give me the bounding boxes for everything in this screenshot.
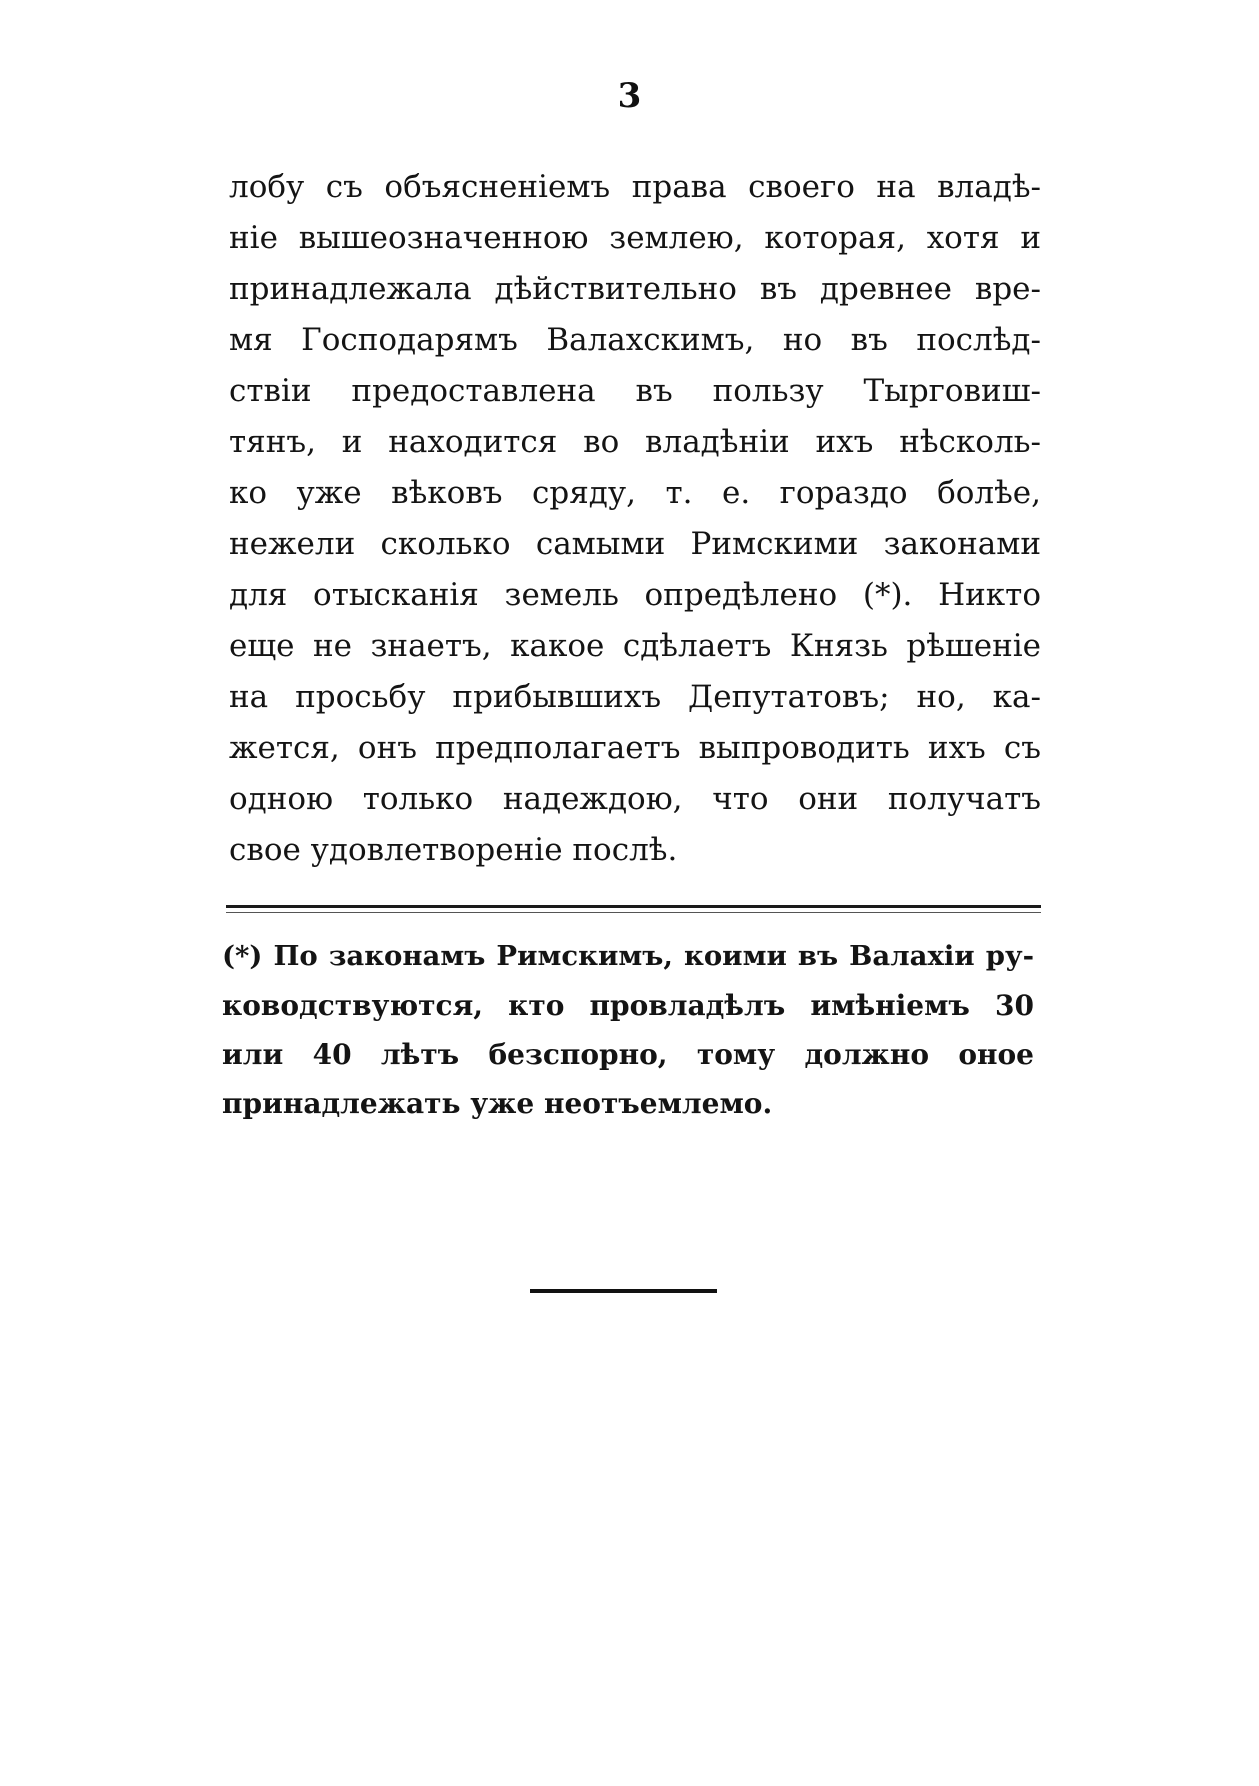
body-line: жется, онъ предполагаетъ выпроводить ихъ съ [229,730,1041,766]
body-line: ніе вышеозначенною землею, которая, хотя и [229,220,1041,256]
body-line: ствіи предоставлена въ пользу Тырговиш- [229,373,1041,409]
body-line: тянъ, и находится во владѣніи ихъ нѣсколь- [229,424,1041,460]
footnote-line: или 40 лѣтъ безспорно, тому должно оное [222,1038,1034,1071]
main-paragraph [229,162,1041,876]
footnote [222,932,1034,1128]
footnote-line: принадлежать уже неотъемлемо. [222,1087,773,1120]
body-line: для отысканія земель опредѣлено (*). Никто [229,577,1041,613]
end-ornament-rule [530,1289,717,1293]
body-line: ко уже вѣковъ сряду, т. е. гораздо болѣе, [229,475,1041,511]
footnote-separator-rule [226,905,1041,908]
body-line: одною только надеждою, что они получатъ [229,781,1041,817]
body-line: принадлежала дѣйствительно въ древнее вре- [229,271,1041,307]
page-number: 3 [617,76,642,116]
body-line: еще не знаетъ, какое сдѣлаетъ Князь рѣшеніе [229,628,1041,664]
body-line: свое удовлетвореніе послѣ. [229,832,678,868]
body-line: на просьбу прибывшихъ Депутатовъ; но, ка- [229,679,1041,715]
body-line: мя Господарямъ Валахскимъ, но въ послѣд- [229,322,1041,358]
footnote-line: (*) По законамъ Римскимъ, коими въ Валахіи ру- [222,940,1034,972]
footnote-line: ководствуются, кто провладѣлъ имѣніемъ 30 [222,989,1034,1022]
body-line: лобу съ объясненіемъ права своего на владѣ- [229,169,1041,205]
footnote-separator-rule-thin [226,912,1041,913]
body-line: нежели сколько самыми Римскими законами [229,526,1041,562]
